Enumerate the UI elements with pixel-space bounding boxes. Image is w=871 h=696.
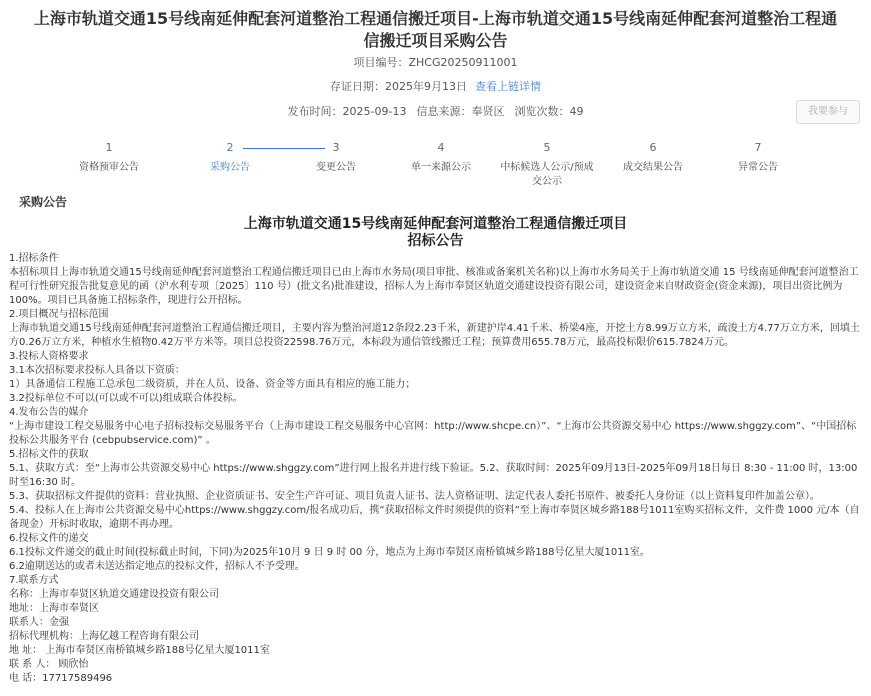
step-prequalification[interactable] bbox=[59, 140, 159, 175]
page-title: 上海市轨道交通15号线南延伸配套河道整治工程通信搬迁项目-上海市轨道交通15号线南延伸配套河道整治工程通信搬迁项目采购公告 bbox=[33, 9, 838, 50]
step-single-source[interactable] bbox=[391, 140, 491, 175]
acquisition-purchase: 5.4、投标人在上海市公共资源交易中心https://www.shggzy.com/报名成功后，携“获取招标文件时须提供的资料”至上海市奉贤区城乡路188号1011室购买招标文件，文件费 1000 元/本（自备现金）开标时收取，逾期不再办理。 bbox=[9, 505, 860, 530]
step-candidate-publicity[interactable] bbox=[497, 140, 597, 189]
consortium-rule: 3.2投标单位不可以(可以或不可以)组成联合体投标。 bbox=[9, 393, 243, 404]
heading-document-acquisition: 5.招标文件的获取 bbox=[9, 449, 89, 460]
step-change-notice[interactable] bbox=[286, 140, 386, 175]
heading-media: 4.发布公告的媒介 bbox=[9, 407, 89, 418]
qualification-intro: 3.1本次招标要求投标人具备以下资质： bbox=[9, 365, 185, 376]
late-submission-rule: 6.2逾期送达的或者未送达指定地点的投标文件，招标人不予受理。 bbox=[9, 561, 305, 572]
media-text: “上海市建设工程交易服务中心电子招标投标交易服务平台（上海市建设工程交易服务中心官网：http://www.shcpe.cn）”、“上海市公共资源交易中心 https://www.shggzy.com”、“中国招标投标公共服务平台 (cebpubservice.com)” 。 bbox=[9, 421, 857, 446]
heading-project-overview: 2.项目概况与招标范围 bbox=[9, 309, 109, 320]
step-number: 7 bbox=[754, 141, 762, 154]
publish-info-row bbox=[0, 104, 871, 120]
project-number: 项目编号：ZHCG20250911001 bbox=[353, 56, 518, 69]
agency-address: 地 址： 上海市奉贤区南桥镇城乡路188号亿星大厦1011室 bbox=[9, 645, 270, 656]
contact-address: 地址：上海市奉贤区 bbox=[9, 603, 99, 614]
step-number: 1 bbox=[105, 141, 113, 154]
bidding-conditions-text: 本招标项目上海市轨道交通15号线南延伸配套河道整治工程通信搬迁项目已由上海市水务局(项目审批、核准或备案机关名称)以上海市水务局关于上海市轨道交通 15 号线南延伸配套河道整治工程可行性研究报告批复意见的函（沪水利专项〔2025〕110 号）(批文名)批准建设，招标人为上海市奉贤区轨道交通建设投资有限公司，建设资金来自财政资金(资金来源)，项目出资比例为100%。项目已具备施工招标条件，现进行公开招标。 bbox=[9, 267, 859, 306]
step-procurement-notice[interactable] bbox=[180, 140, 280, 175]
archive-date: 存证日期：2025年9月13日 bbox=[330, 80, 467, 93]
heading-qualification: 3.投标人资格要求 bbox=[9, 351, 89, 362]
submission-deadline: 6.1投标文件递交的截止时间(投标截止时间，下同)为2025年10月 9 日 9 时 00 分，地点为上海市奉贤区南桥镇城乡路188号亿星大厦1011室。 bbox=[9, 547, 650, 558]
document-title-line: 上海市轨道交通15号线南延伸配套河道整治工程通信搬迁项目 bbox=[243, 216, 628, 232]
contact-name: 名称：上海市奉贤区轨道交通建设投资有限公司 bbox=[9, 589, 219, 600]
step-label: 成交结果公告 bbox=[623, 162, 683, 173]
step-label: 资格预审公告 bbox=[79, 162, 139, 173]
info-source: 信息来源：奉贤区 bbox=[416, 105, 505, 118]
announcement-body bbox=[9, 252, 866, 686]
join-button[interactable]: 我要参与 bbox=[796, 100, 860, 124]
step-label: 异常公告 bbox=[738, 162, 778, 173]
step-number: 4 bbox=[437, 141, 445, 154]
step-exception-notice[interactable] bbox=[708, 140, 808, 175]
view-count: 浏览次数：49 bbox=[514, 105, 584, 118]
step-number: 2 bbox=[226, 141, 234, 154]
step-label: 变更公告 bbox=[316, 162, 356, 173]
acquisition-method: 5.1、获取方式：至“上海市公共资源交易中心 https://www.shggzy.com”进行网上报名并进行线下验证。5.2、获取时间：2025年09月13日-2025年09月18日每日 8:30 - 11:00 时，13:00时至16:30 时。 bbox=[9, 463, 858, 488]
qualification-item: 1）具备通信工程施工总承包二级资质，并在人员、设备、资金等方面具有相应的施工能力； bbox=[9, 379, 416, 390]
heading-submission: 6.投标文件的递交 bbox=[9, 533, 89, 544]
section-title: 采购公告 bbox=[19, 195, 68, 209]
publish-time: 发布时间：2025-09-13 bbox=[287, 105, 407, 118]
document-title-line: 招标公告 bbox=[407, 233, 464, 249]
heading-bidding-conditions: 1.招标条件 bbox=[9, 253, 59, 264]
chain-details-link[interactable]: 查看上链详情 bbox=[475, 80, 541, 93]
process-steps bbox=[0, 140, 871, 196]
step-label: 单一来源公示 bbox=[411, 162, 471, 173]
contact-person: 联系人：金强 bbox=[9, 617, 69, 628]
acquisition-materials: 5.3、获取招标文件提供的资料：营业执照、企业资质证书、安全生产许可证、项目负责人证书、法人资格证明、法定代表人委托书原件、被委托人身份证（以上资料复印件加盖公章）。 bbox=[9, 491, 820, 502]
archive-row bbox=[0, 79, 871, 95]
step-label: 中标候选人公示/预成交公示 bbox=[500, 162, 594, 187]
step-number: 5 bbox=[543, 141, 551, 154]
agency-contact-person: 联 系 人： 顾欣怡 bbox=[9, 659, 89, 670]
project-overview-text: 上海市轨道交通15号线南延伸配套河道整治工程通信搬迁项目，主要内容为整治河道12条段2.23千米，新建护岸4.41千米、桥梁4座，开挖土方8.99万立方米，疏浚土方4.77万立方米，回填土方0.26万立方米，种植水生植物0.42万平方米等。项目总投资22598.76万元，本标段为通信管线搬迁工程；预算费用655.78万元，最高投标限价615.7824万元。 bbox=[9, 323, 860, 348]
step-label: 采购公告 bbox=[210, 162, 250, 173]
agency-name: 招标代理机构：上海亿越工程咨询有限公司 bbox=[9, 631, 199, 642]
agency-phone: 电 话：17717589496 bbox=[9, 673, 113, 684]
step-result-notice[interactable] bbox=[603, 140, 703, 175]
step-number: 3 bbox=[332, 141, 340, 154]
document-title bbox=[0, 216, 871, 250]
step-number: 6 bbox=[649, 141, 657, 154]
heading-contact: 7.联系方式 bbox=[9, 575, 59, 586]
